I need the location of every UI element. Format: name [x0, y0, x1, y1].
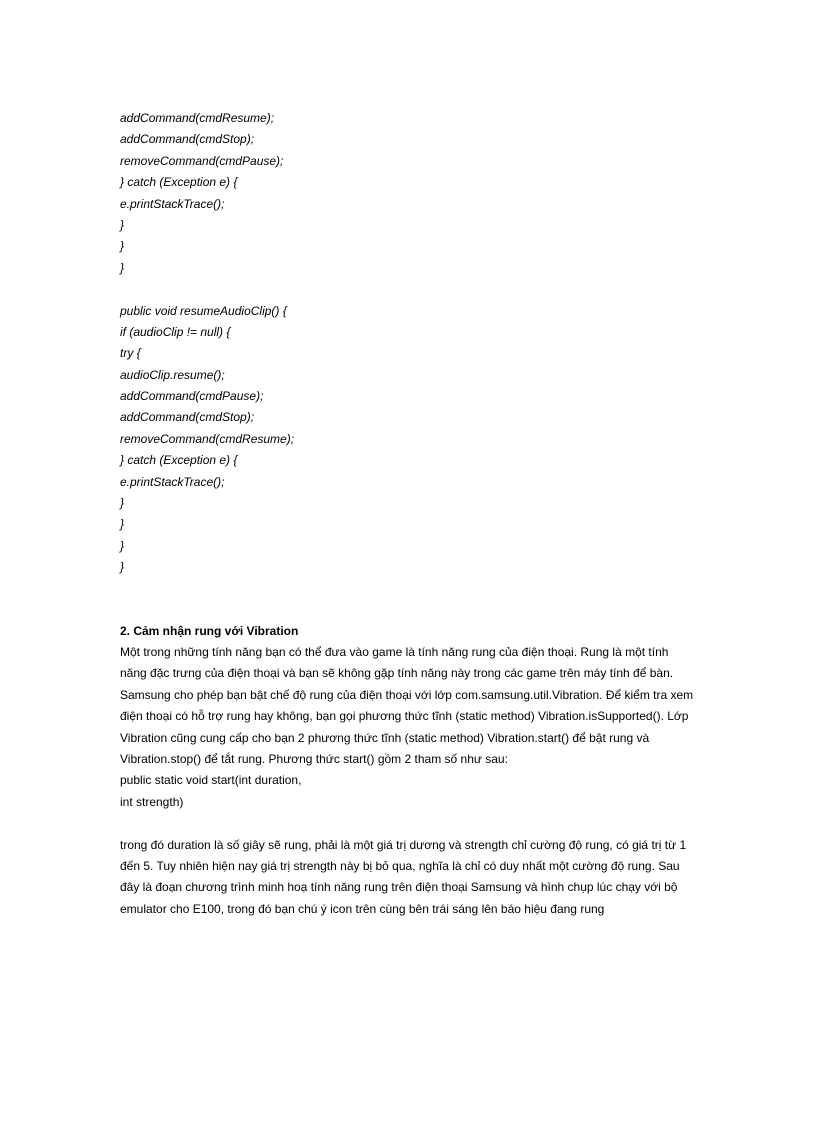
- code-line: }: [120, 496, 125, 511]
- code-line: addCommand(cmdStop);: [120, 410, 255, 425]
- code-line: addCommand(cmdResume);: [120, 111, 275, 125]
- code-line: addCommand(cmdPause);: [120, 389, 264, 404]
- code-line: try {: [120, 346, 141, 361]
- blank-line: [120, 813, 696, 834]
- code-line: addCommand(cmdStop);: [120, 132, 255, 147]
- code-line: removeCommand(cmdResume);: [120, 431, 295, 446]
- section-paragraph: trong đó duration là số giây sẽ rung, phải là một giá trị dương và strength chỉ cường độ rung, có giá trị từ 1 đến 5. Tuy nhiên hiện nay giá trị strength này bị bỏ qua, nghĩa là chỉ có duy nhất một cường độ rung. Sau đây là đoạn chương trình minh hoạ tính năng rung trên điện thoại Samsung và hình chụp lúc chạy với bộ emulator cho E100, trong đó bạn chú ý icon trên cùng bên trái sáng lên báo hiệu đang rung: [120, 837, 687, 916]
- code-line: if (audioClip != null) {: [120, 324, 231, 339]
- code-line: }: [120, 560, 125, 575]
- blank-line: [120, 279, 696, 300]
- method-signature-line: public static void start(int duration,: [120, 773, 302, 788]
- code-line: }: [120, 239, 125, 254]
- code-line: }: [120, 217, 125, 232]
- method-signature-line: int strength): [120, 794, 184, 809]
- code-line: }: [120, 260, 125, 275]
- code-line: }: [120, 517, 125, 532]
- code-line: removeCommand(cmdPause);: [120, 153, 284, 168]
- section-gap: [120, 579, 696, 621]
- section-heading: 2. Cảm nhận rung với Vibration: [120, 623, 299, 638]
- page-content: [120, 108, 696, 920]
- code-line: e.printStackTrace();: [120, 196, 225, 211]
- code-block-pause-tail: [120, 108, 696, 279]
- section-paragraph: Một trong những tính năng bạn có thể đưa vào game là tính năng rung của điện thoại. Rung là một tính năng đặc trưng của điện thoại và bạn sẽ không gặp tính năng này trong các game trên máy tính để bàn. Samsung cho phép bạn bật chế độ rung của điện thoại với lớp com.samsung.util.Vibration. Để kiểm tra xem điện thoại có hỗ trợ rung hay không, bạn gọi phương thức tĩnh (static method) Vibration.isSupported(). Lớp Vibration cũng cung cấp cho bạn 2 phương thức tĩnh (static method) Vibration.start() để bật rung và Vibration.stop() để tắt rung. Phương thức start() gồm 2 tham số như sau:: [120, 645, 694, 767]
- code-line: audioClip.resume();: [120, 367, 225, 382]
- code-line: } catch (Exception e) {: [120, 453, 238, 468]
- code-line: e.printStackTrace();: [120, 474, 225, 489]
- code-line: public void resumeAudioClip() {: [120, 303, 287, 318]
- code-line: }: [120, 538, 125, 553]
- code-line: } catch (Exception e) {: [120, 175, 238, 190]
- code-block-resume-audio-clip: [120, 301, 696, 579]
